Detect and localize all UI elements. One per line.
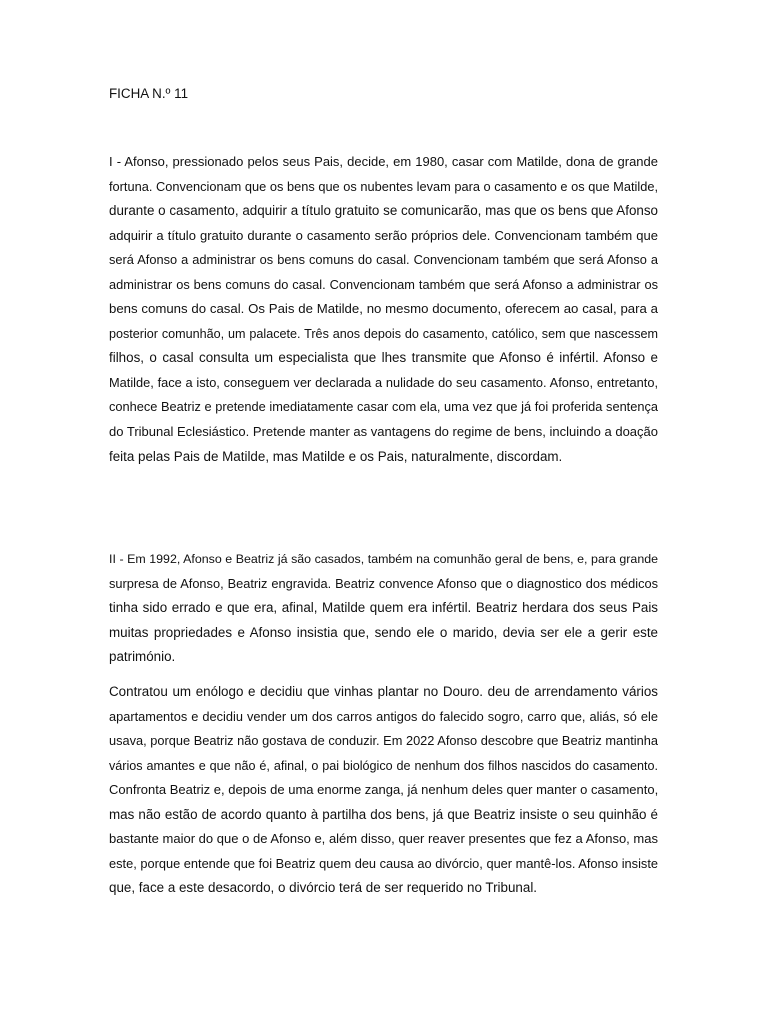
paragraph-line: muitas propriedades e Afonso insistia que, sendo ele o marido, devia ser ele a gerir este — [109, 624, 658, 640]
paragraph-line: adquirir a título gratuito durante o casamento serão próprios dele. Convencionam também que — [109, 227, 658, 243]
paragraph-line: Contratou um enólogo e decidiu que vinhas plantar no Douro. deu de arrendamento vários — [109, 684, 658, 699]
paragraph-line: usava, porque Beatriz não gostava de conduzir. Em 2022 Afonso descobre que Beatriz mantinha — [109, 733, 658, 749]
paragraph-section-3 — [109, 680, 658, 901]
paragraph-section-1 — [109, 150, 658, 469]
paragraph-line: este, porque entende que foi Beatriz quem deu causa ao divórcio, quer mantê-los. Afonso insiste — [109, 855, 658, 871]
paragraph-line: feita pelas Pais de Matilde, mas Matilde e os Pais, naturalmente, discordam. — [109, 448, 563, 464]
document-title: FICHA N.º 11 — [109, 86, 189, 101]
paragraph-line: será Afonso a administrar os bens comuns do casal. Convencionam também que será Afonso a — [109, 252, 658, 268]
paragraph-line: vários amantes e que não é, afinal, o pai biológico de nenhum dos filhos nascidos do casamento. — [109, 758, 658, 773]
paragraph-line: posterior comunhão, um palacete. Três anos depois do casamento, católico, sem que nascessem — [109, 326, 658, 341]
paragraph-line: conhece Beatriz e pretende imediatamente casar com ela, uma vez que já foi proferida sentença — [109, 399, 658, 415]
paragraph-line: bens comuns do casal. Os Pais de Matilde, no mesmo documento, oferecem ao casal, para a — [109, 301, 658, 317]
paragraph-line: apartamentos e decidiu vender um dos carros antigos do falecido sogro, carro que, aliás, só ele — [109, 708, 658, 724]
paragraph-line: Confronta Beatriz e, depois de uma enorme zanga, já nenhum deles quer manter o casamento, — [109, 782, 659, 798]
paragraph-line: administrar os bens comuns do casal. Convencionam também que será Afonso a administrar os — [109, 276, 658, 292]
paragraph-line: do Tribunal Eclesiástico. Pretende manter as vantagens do regime de bens, incluindo a doação — [109, 424, 658, 440]
paragraph-line: património. — [109, 649, 176, 665]
paragraph-line: mas não estão de acordo quanto à partilha dos bens, já que Beatriz insiste o seu quinhão é — [109, 806, 658, 822]
paragraph-section-2 — [109, 547, 658, 670]
paragraph-line: bastante maior do que o de Afonso e, além disso, quer reaver presentes que fez a Afonso, mas — [109, 831, 658, 847]
paragraph-line: tinha sido errado e que era, afinal, Matilde quem era infértil. Beatriz herdara dos seus Pais — [109, 600, 658, 616]
paragraph-line: filhos, o casal consulta um especialista que lhes transmite que Afonso é infértil. Afonso e — [109, 350, 658, 366]
paragraph-line: I - Afonso, pressionado pelos seus Pais, decide, em 1980, casar com Matilde, dona de grande — [109, 154, 658, 169]
paragraph-line: surpresa de Afonso, Beatriz engravida. Beatriz convence Afonso que o diagnostico dos médicos — [109, 575, 658, 591]
paragraph-line: que, face a este desacordo, o divórcio terá de ser requerido no Tribunal. — [109, 880, 538, 896]
paragraph-line: II - Em 1992, Afonso e Beatriz já são casados, também na comunhão geral de bens, e, para grande — [109, 552, 658, 566]
paragraph-line: fortuna. Convencionam que os bens que os nubentes levam para o casamento e os que Matilde, — [109, 178, 658, 194]
paragraph-line: Matilde, face a isto, conseguem ver declarada a nulidade do seu casamento. Afonso, entretanto, — [109, 374, 658, 390]
paragraph-line: durante o casamento, adquirir a título gratuito se comunicarão, mas que os bens que Afonso — [109, 203, 658, 219]
